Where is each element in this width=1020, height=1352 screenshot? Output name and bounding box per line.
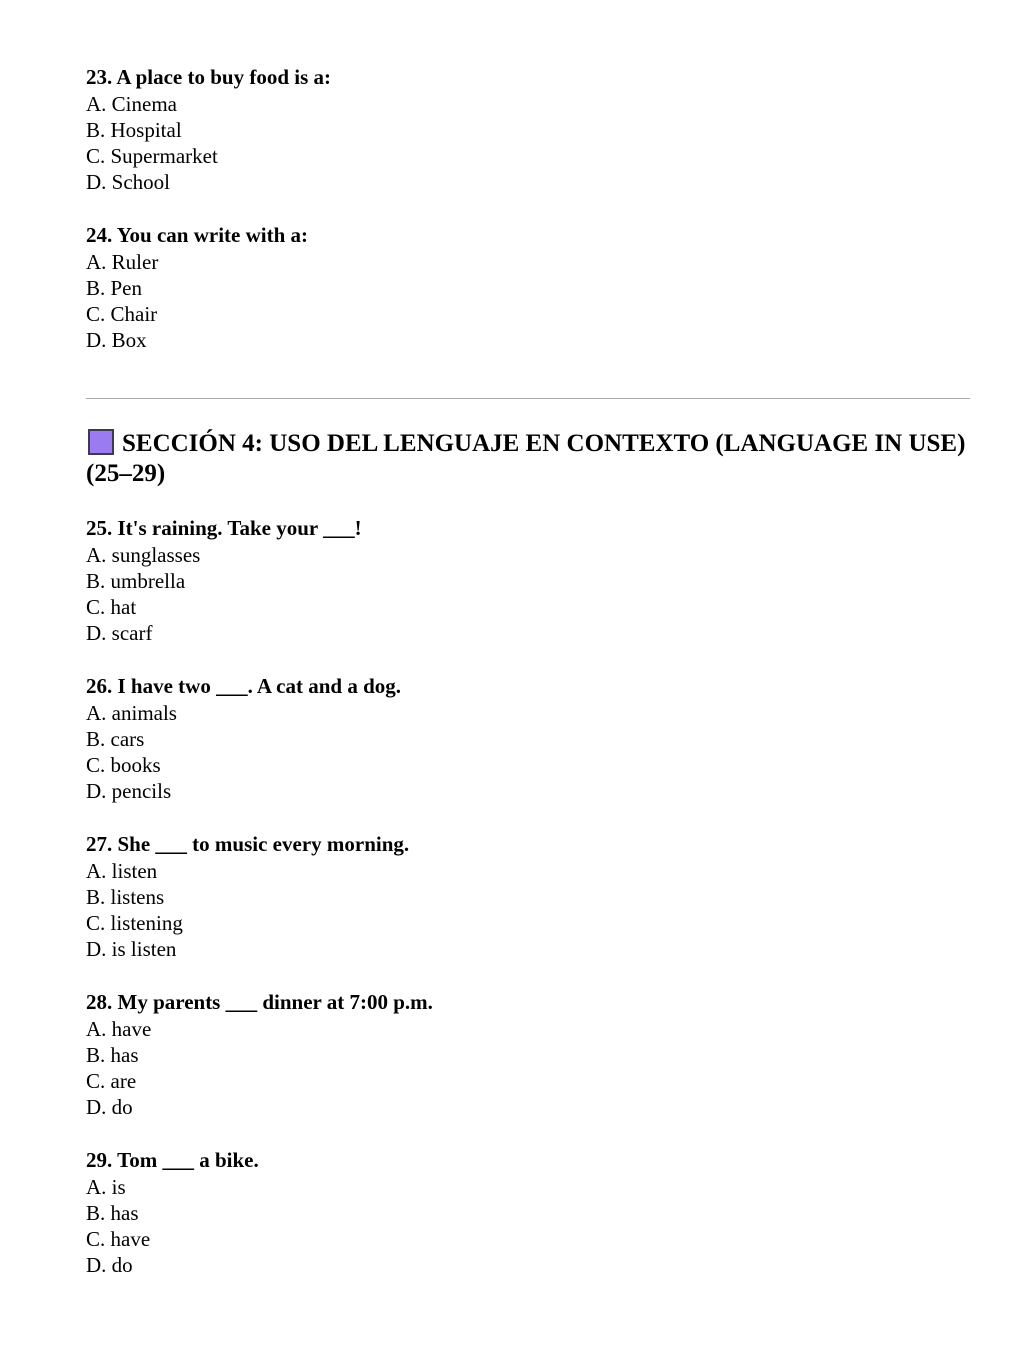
question-title: 25. It's raining. Take your ___! <box>86 516 362 540</box>
option-d: D. do <box>86 1095 133 1119</box>
question-29 <box>86 1147 970 1278</box>
question-28 <box>86 989 970 1120</box>
option-b: B. has <box>86 1201 139 1225</box>
section-divider <box>86 398 970 399</box>
question-title: 27. She ___ to music every morning. <box>86 832 410 856</box>
option-c: C. have <box>86 1227 151 1251</box>
option-d: D. is listen <box>86 937 177 961</box>
option-a: A. Ruler <box>86 250 159 274</box>
question-title: 24. You can write with a: <box>86 223 309 247</box>
option-c: C. hat <box>86 595 137 619</box>
option-a: A. sunglasses <box>86 543 201 567</box>
option-d: D. School <box>86 170 170 194</box>
option-b: B. umbrella <box>86 569 186 593</box>
option-a: A. animals <box>86 701 177 725</box>
option-a: A. have <box>86 1017 152 1041</box>
option-c: C. Supermarket <box>86 144 218 168</box>
question-25 <box>86 515 970 646</box>
purple-square-icon <box>88 429 114 455</box>
option-b: B. listens <box>86 885 165 909</box>
option-d: D. pencils <box>86 779 172 803</box>
section-4-heading <box>86 429 970 489</box>
question-title: 28. My parents ___ dinner at 7:00 p.m. <box>86 990 433 1014</box>
option-a: A. Cinema <box>86 92 177 116</box>
option-b: B. has <box>86 1043 139 1067</box>
option-d: D. do <box>86 1253 133 1277</box>
option-a: A. is <box>86 1175 126 1199</box>
option-b: B. Pen <box>86 276 143 300</box>
option-c: C. listening <box>86 911 183 935</box>
document-page <box>86 64 970 1278</box>
option-d: D. Box <box>86 328 147 352</box>
option-c: C. books <box>86 753 161 777</box>
question-27 <box>86 831 970 962</box>
question-title: 29. Tom ___ a bike. <box>86 1148 259 1172</box>
question-title: 26. I have two ___. A cat and a dog. <box>86 674 402 698</box>
question-23 <box>86 64 970 195</box>
option-c: C. are <box>86 1069 137 1093</box>
option-c: C. Chair <box>86 302 158 326</box>
option-d: D. scarf <box>86 621 153 645</box>
option-b: B. cars <box>86 727 145 751</box>
option-b: B. Hospital <box>86 118 182 142</box>
question-title: 23. A place to buy food is a: <box>86 65 332 89</box>
question-24 <box>86 222 970 353</box>
option-a: A. listen <box>86 859 158 883</box>
question-26 <box>86 673 970 804</box>
section-heading-text: SECCIÓN 4: USO DEL LENGUAJE EN CONTEXTO (LANGUAGE IN USE) (25–29) <box>86 430 966 487</box>
